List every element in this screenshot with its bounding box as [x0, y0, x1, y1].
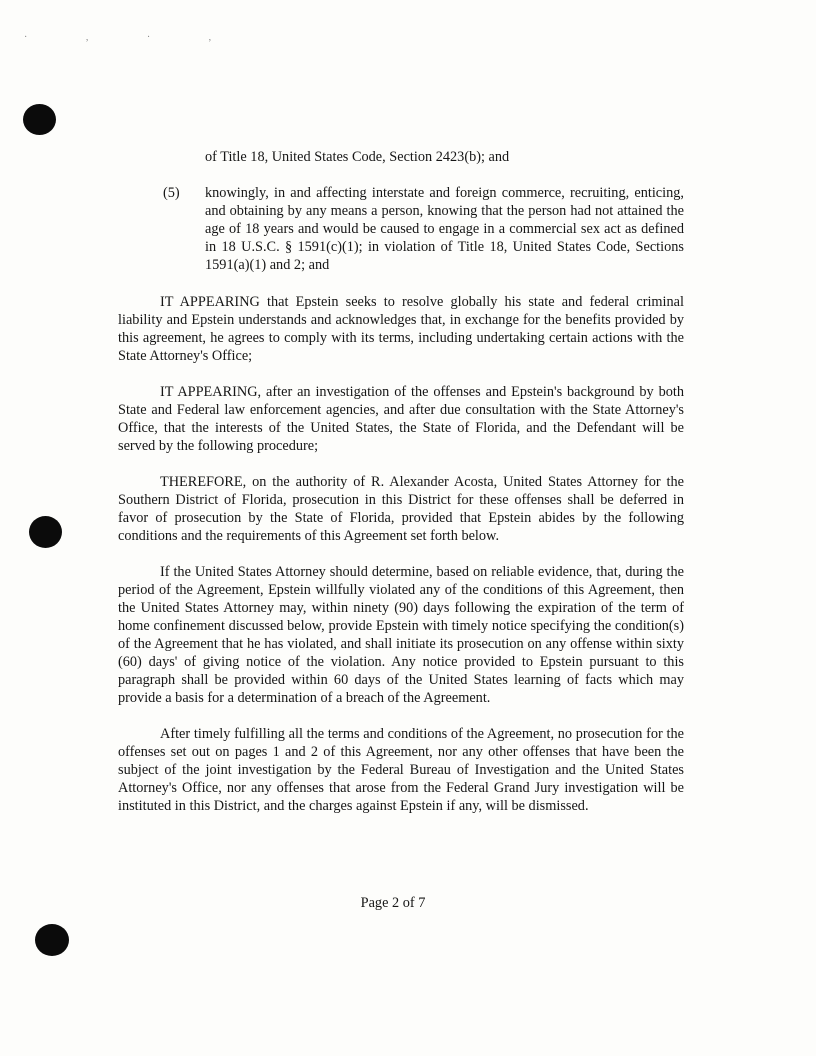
paragraph-it-appearing-1: IT APPEARING that Epstein seeks to resolve globally his state and federal criminal liability and Epstein understands and acknowledges that, in exchange for the benefits provided by this agreement, he agrees to comply with its terms, including undertaking certain actions with the State Attorney's Office; [118, 294, 684, 364]
hole-punch-middle [29, 516, 62, 548]
paragraph-therefore: THEREFORE, on the authority of R. Alexander Acosta, United States Attorney for the Southern District of Florida, prosecution in this District for these offenses shall be deferred in favor of prosecution by the State of Florida, provided that Epstein abides by the following conditions and the requirements of this Agreement set forth below. [118, 474, 684, 544]
paragraph-violation-procedure: If the United States Attorney should determine, based on reliable evidence, that, during the period of the Agreement, Epstein willfully violated any of the conditions of this Agreement, then the United States Attorney may, within ninety (90) days following the expiration of the term of home confinement discussed below, provide Epstein with timely notice specifying the condition(s) of the Agreement that he has violated, and shall initiate its prosecution on any offense within sixty (60) days' of giving notice of the violation. Any notice provided to Epstein pursuant to this paragraph shall be provided within 60 days of the United States learning of facts which may provide a basis for a determination of a breach of the Agreement. [118, 564, 684, 706]
paragraph-no-prosecution: After timely fulfilling all the terms and conditions of the Agreement, no prosecution for the offenses set out on pages 1 and 2 of this Agreement, nor any other offenses that have been the subject of the joint investigation by the Federal Bureau of Investigation and the United States Attorney's Office, nor any offenses that arose from the Federal Grand Jury investigation will be instituted in this District, and the charges against Epstein if any, will be dismissed. [118, 726, 684, 814]
continuation-line: of Title 18, United States Code, Section 2423(b); and [205, 149, 510, 165]
hole-punch-bottom [35, 924, 69, 956]
list-item-text: knowingly, in and affecting interstate and foreign commerce, recruiting, enticing, and obtaining by any means a person, knowing that the person had not attained the age of 18 years and would be caused to engage in a commercial sex act as defined in 18 U.S.C. § 1591(c)(1); in violation of Title 18, United States Code, Sections 1591(a)(1) and 2; and [205, 185, 684, 273]
scan-speckle: · , · , [24, 32, 240, 43]
paragraph-it-appearing-2: IT APPEARING, after an investigation of the offenses and Epstein's background by both State and Federal law enforcement agencies, and after due consultation with the State Attorney's Office, that the interests of the United States, the State of Florida, and the Defendant will be served by the following procedure; [118, 384, 684, 454]
page-number-footer: Page 2 of 7 [360, 895, 426, 911]
list-item-number: (5) [163, 185, 180, 201]
document-body [118, 148, 684, 833]
list-item-5 [163, 184, 684, 274]
hole-punch-top [23, 104, 56, 135]
